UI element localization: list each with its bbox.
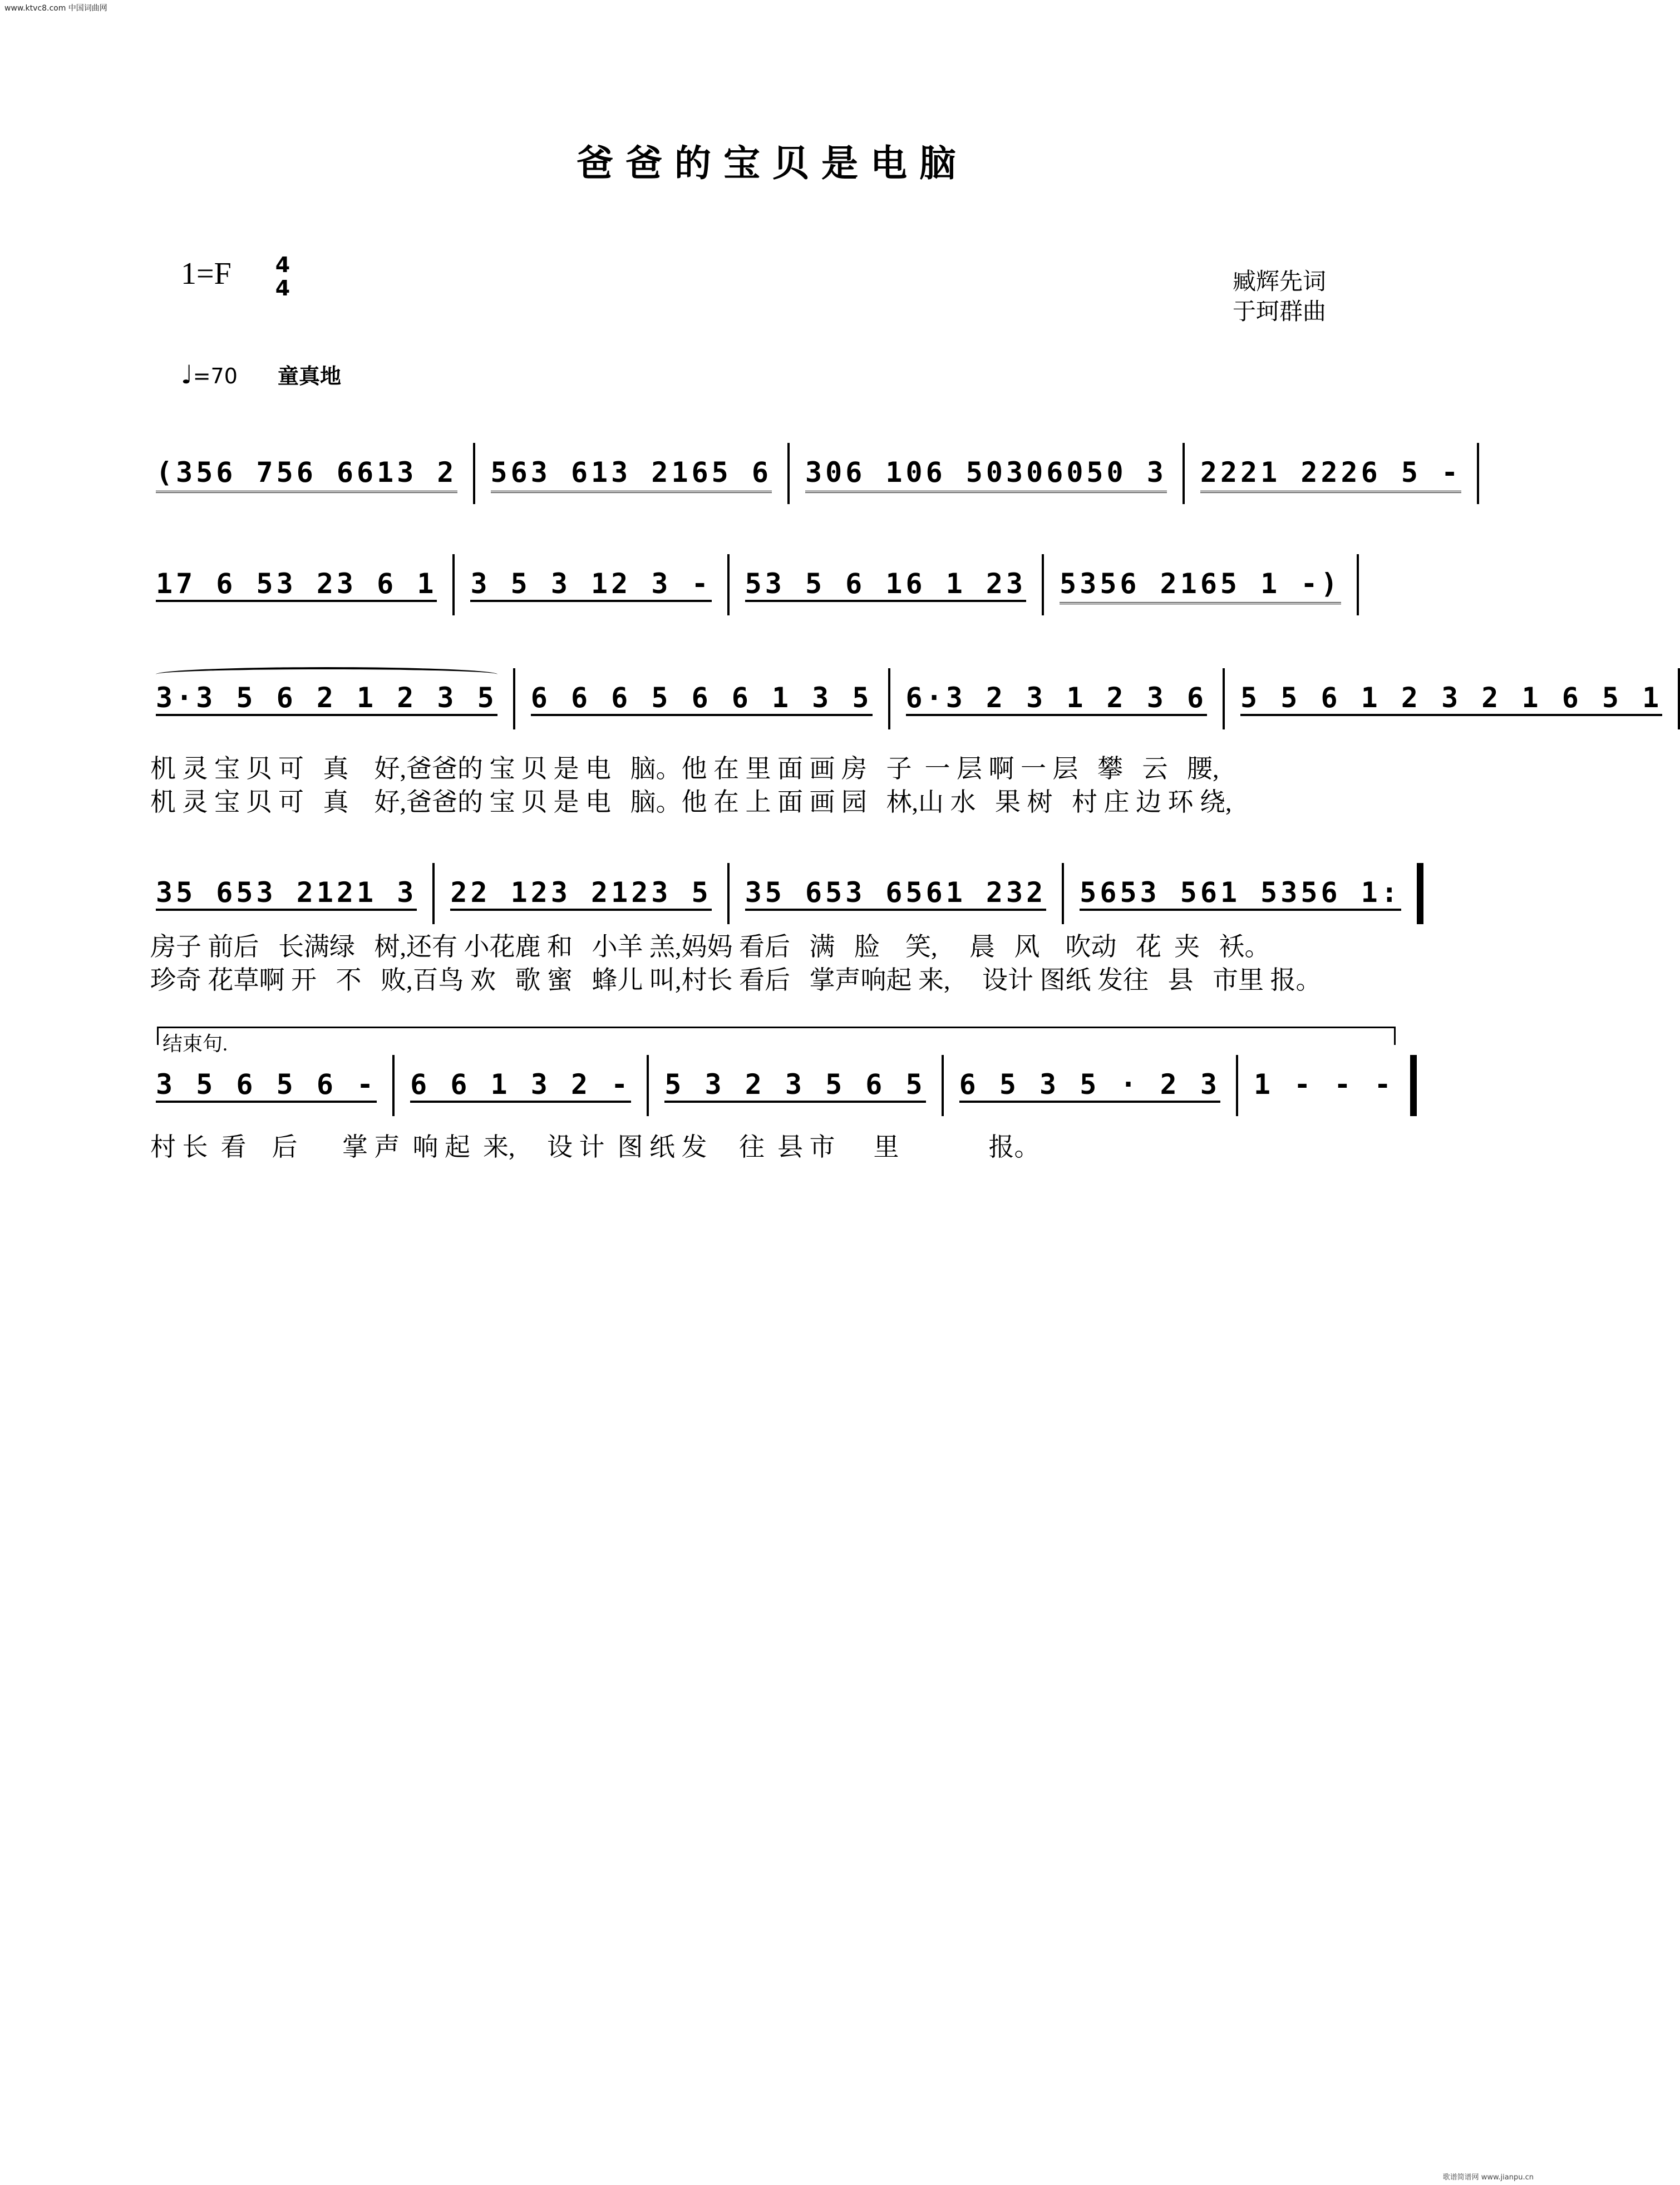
note-group: 3 5 3 12 3 -	[470, 568, 711, 602]
note-group: 6·3 2 3 1 2 3 6	[906, 682, 1208, 716]
lyric-line-5: 村 长 看 后 掌 声 响 起 来, 设 计 图 纸 发 往 县 市 里 报。	[150, 1133, 1040, 1161]
note-group: 3 5 6 5 6 -	[156, 1068, 377, 1103]
quarter-note-icon: ♩	[181, 359, 193, 389]
score-line-3	[156, 665, 1663, 732]
barline	[452, 554, 455, 615]
slur	[156, 667, 497, 682]
credits	[1233, 267, 1326, 327]
barline	[473, 443, 475, 504]
score-line-1	[156, 440, 1462, 506]
note-group: 5 5 6 1 2 3 2 1 6 5 1	[1240, 682, 1662, 716]
ending-bracket	[157, 1027, 1396, 1045]
barline	[513, 668, 515, 729]
barline	[1223, 668, 1225, 729]
note-group: 563 613 2165 6	[491, 456, 772, 493]
time-signature	[270, 253, 295, 300]
barline	[727, 554, 730, 615]
measure	[410, 1052, 631, 1103]
note-group: 5356 2165 1 -)	[1060, 568, 1341, 604]
lyric-line-4-verse-1: 房子 前后 长满绿 树,还有 小花鹿 和 小羊 羔,妈妈 看后 满 脸 笑, 晨 风 吹动 花 夹 袄。	[150, 933, 1270, 961]
measure	[156, 440, 457, 493]
barline	[787, 443, 790, 504]
barline	[647, 1055, 649, 1116]
barline	[1357, 554, 1359, 615]
lyric-line-3-verse-2: 机 灵 宝 贝 可 真 好,爸爸的 宝 贝 是 电 脑。他 在 上 面 画 园 林,山 水 果 树 村 庄 边 环 绕,	[150, 788, 1232, 816]
measure	[470, 551, 711, 602]
note-group: 1 - - -	[1253, 1068, 1395, 1101]
measure	[531, 665, 873, 716]
barline	[392, 1055, 395, 1116]
note-group: 5 3 2 3 5 6 5	[664, 1068, 925, 1103]
note-group: 306 106 50306050 3	[805, 456, 1167, 493]
note-group: 6 6 1 3 2 -	[410, 1068, 631, 1103]
measure	[156, 551, 437, 602]
note-group: 35 653 2121 3	[156, 876, 417, 911]
score-line-5	[156, 1052, 1397, 1118]
measure	[1254, 1052, 1395, 1101]
measure	[745, 860, 1047, 911]
time-signature-top: 4	[275, 253, 290, 277]
barline	[888, 668, 890, 729]
note-group: 2221 2226 5 -	[1200, 456, 1461, 493]
note-group: 17 6 53 23 6 1	[156, 568, 437, 602]
barline	[1042, 554, 1044, 615]
barline	[1236, 1055, 1238, 1116]
barline	[1062, 863, 1064, 924]
note-group: 53 5 6 16 1 23	[745, 568, 1026, 602]
barline	[1678, 668, 1680, 729]
measure	[1060, 551, 1341, 604]
score-line-2	[156, 551, 1397, 618]
time-signature-bottom: 4	[275, 276, 290, 300]
note-group: 6 6 6 5 6 6 1 3 5	[531, 682, 873, 716]
song-title: 爸爸的宝贝是电脑	[577, 141, 968, 185]
lyric-line-3-verse-1: 机 灵 宝 贝 可 真 好,爸爸的 宝 贝 是 电 脑。他 在 里 面 画 房 子 一 层 啊 一 层 攀 云 腰,	[150, 754, 1219, 783]
ending-label: 结束句.	[162, 1033, 228, 1055]
measure	[745, 551, 1026, 602]
key-signature: 1=F	[181, 257, 231, 291]
barline	[1477, 443, 1479, 504]
tempo-marking	[181, 359, 341, 389]
measure	[156, 860, 417, 911]
repeat-barline	[1417, 863, 1423, 924]
measure	[491, 440, 772, 493]
score-line-4	[156, 860, 1401, 926]
barline	[1183, 443, 1185, 504]
measure	[1240, 665, 1662, 716]
measure	[805, 440, 1167, 493]
note-group: (356 756 6613 2	[156, 456, 457, 493]
measure	[1200, 440, 1461, 493]
barline	[942, 1055, 944, 1116]
measure	[156, 1052, 377, 1103]
note-group: 5653 561 5356 1:	[1080, 876, 1401, 911]
measure	[959, 1052, 1220, 1103]
lyricist: 臧辉先词	[1233, 269, 1327, 295]
site-watermark-bottom: 歌谱简谱网 www.jianpu.cn	[1442, 2173, 1534, 2182]
lyric-line-4-verse-2: 珍奇 花草啊 开 不 败,百鸟 欢 歌 蜜 蜂儿 叫,村长 看后 掌声响起 来, 设计 图纸 发往 县 市里 报。	[150, 966, 1322, 994]
measure	[906, 665, 1208, 716]
measure	[156, 665, 497, 716]
final-barline	[1410, 1055, 1417, 1116]
expression-mark: 童真地	[278, 364, 342, 388]
composer: 于珂群曲	[1233, 299, 1327, 325]
tempo-value: =70	[193, 364, 238, 388]
note-group: 35 653 6561 232	[745, 876, 1047, 911]
measure	[450, 860, 711, 911]
measure	[1080, 860, 1401, 911]
site-watermark: www.ktvc8.com 中国词曲网	[4, 4, 107, 13]
note-group: 3·3 5 6 2 1 2 3 5	[156, 682, 497, 716]
measure	[664, 1052, 925, 1103]
note-group: 22 123 2123 5	[450, 876, 711, 911]
note-group: 6 5 3 5 · 2 3	[959, 1068, 1220, 1103]
barline	[727, 863, 730, 924]
barline	[432, 863, 435, 924]
